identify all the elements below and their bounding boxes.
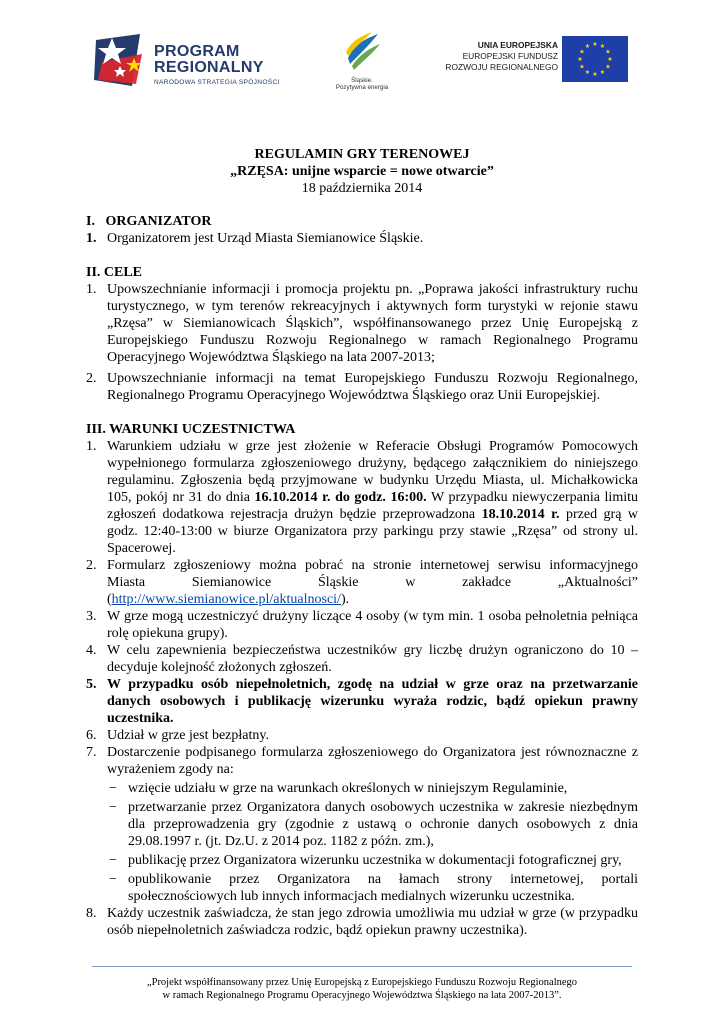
item-number: 2. bbox=[86, 371, 97, 386]
svg-text:★: ★ bbox=[577, 56, 583, 63]
list-item bbox=[86, 281, 638, 366]
consent-text: publikację przez Organizatora wizerunku uczestnika w dokumentacji fotograficznej gry, bbox=[128, 853, 622, 868]
program-line1: PROGRAM bbox=[154, 43, 240, 60]
consent-text: przetwarzanie przez Organizatora danych osobowych uczestnika w zakresie niezbędnym dla przeprowadzenia gry (zgodnie z ustawą o ochronie danych osobowych z dnia 29.08.1997 r. (jt. Dz.U. z 2014 poz. 1182 z późn. zm.), bbox=[128, 800, 638, 849]
list-item bbox=[86, 727, 638, 744]
program-line2: REGIONALNY bbox=[154, 59, 264, 76]
item-text: Udział w grze jest bezpłatny. bbox=[107, 728, 269, 743]
item-text: W celu zapewnienia bezpieczeństwa uczestników gry liczbę drużyn ograniczono do 10 – decyduje kolejność złożonych zgłoszeń. bbox=[107, 643, 638, 675]
consent-list bbox=[86, 780, 638, 905]
slaskie-caption-line2: Pozytywna energia bbox=[335, 84, 389, 91]
organizer-heading: I. ORGANIZATOR bbox=[86, 214, 212, 229]
item-text: Upowszechnianie informacji na temat Europejskiego Funduszu Rozwoju Regionalnego, Regionalnego Programu Operacyjnego Województwa Śląskiego oraz Unii Europejskiej. bbox=[107, 371, 638, 403]
extra-registration-date: 18.10.2014 r. bbox=[481, 507, 560, 522]
word: Śląskie bbox=[317, 575, 359, 590]
aktualnosci-link[interactable]: http://www.siemianowice.pl/aktualnosci/ bbox=[111, 592, 341, 607]
list-item bbox=[86, 676, 638, 727]
item-number: 1. bbox=[86, 439, 97, 454]
title-date: 18 października 2014 bbox=[301, 181, 423, 196]
eu-logo bbox=[436, 36, 628, 84]
eu-line3: ROZWOJU REGIONALNEGO bbox=[445, 62, 558, 72]
slaskie-emblem-icon bbox=[340, 28, 384, 72]
svg-text:★: ★ bbox=[607, 56, 613, 63]
item-text: Organizatorem jest Urząd Miasta Siemianowice Śląskie. bbox=[107, 231, 424, 246]
eu-line2: EUROPEJSKI FUNDUSZ bbox=[462, 51, 558, 61]
word: zakładce bbox=[462, 575, 512, 590]
dash-bullet: − bbox=[109, 781, 117, 796]
footer-line2: w ramach Regionalnego Programu Operacyjnego Województwa Śląskiego na lata 2007-2013”. bbox=[162, 990, 562, 1001]
consent-item bbox=[107, 871, 638, 905]
paren-open: ( bbox=[107, 592, 112, 607]
page-header bbox=[0, 28, 724, 100]
slaskie-caption-line1: Śląskie. bbox=[351, 77, 373, 84]
slaskie-logo bbox=[330, 28, 394, 94]
item-text: W przypadku niewyczerpania limitu zgłoszeń dodatkowa rejestracja drużyn będzie przeprowadzona bbox=[107, 490, 638, 522]
svg-text:★: ★ bbox=[579, 48, 585, 56]
item-number: 4. bbox=[86, 643, 97, 658]
program-regionalny-emblem-icon bbox=[92, 32, 150, 90]
item-text: przed grą w godz. 12:40-13:00 w biurze Organizatora przy parkingu przy stawie „Rzęsa” od strony ul. Spacerowej. bbox=[107, 507, 638, 556]
consent-item bbox=[107, 780, 638, 797]
svg-text:★: ★ bbox=[584, 69, 591, 76]
svg-text:★: ★ bbox=[579, 63, 585, 71]
list-item bbox=[86, 557, 638, 608]
paren-close: ). bbox=[340, 592, 350, 607]
item-text: Upowszechnianie informacji i promocja projektu pn. „Poprawa jakości infrastruktury ruchu turystycznego, w tym terenów rekreacyjnych i aktywnych form turystyki w rejonie stawu „Rzęsa” w Siemianowicach Śląskich”, współfinansowanego przez Unię Europejską z Europejskiego Funduszu Rozwoju Regionalnego w ramach Regionalnego Programu Operacyjnego Województwa Śląskiego na lata 2007-2013; bbox=[107, 282, 638, 365]
item-number: 7. bbox=[86, 745, 97, 760]
word: w bbox=[405, 575, 416, 590]
item-text: W grze mogą uczestniczyć drużyny liczące 4 osoby (w tym min. 1 osoba pełnoletnia pełniąca rolę opiekuna grupy). bbox=[107, 609, 638, 641]
item-number: 1. bbox=[86, 231, 97, 246]
list-item bbox=[86, 438, 638, 557]
item-text: W przypadku osób niepełnoletnich, zgodę na udział w grze oraz na przetwarzanie danych osobowych i publikację wizerunku wyraża rodzic, bądź opiekun prawny uczestnika. bbox=[107, 677, 638, 726]
eu-line1: UNIA EUROPEJSKA bbox=[477, 40, 558, 50]
list-item bbox=[86, 905, 638, 939]
word: „Aktualności” bbox=[557, 575, 638, 590]
consent-item bbox=[107, 799, 638, 850]
section-conditions bbox=[86, 421, 638, 939]
document-body bbox=[86, 146, 638, 939]
list-item bbox=[86, 744, 638, 778]
footer-line1: „Projekt współfinansowany przez Unię Europejską z Europejskiego Funduszu Rozwoju Regionalnego bbox=[146, 977, 578, 988]
title-line2: „RZĘSA: unijne wsparcie = nowe otwarcie” bbox=[230, 164, 494, 179]
item-number: 6. bbox=[86, 728, 97, 743]
svg-text:★: ★ bbox=[592, 71, 598, 78]
document-title bbox=[86, 146, 638, 197]
deadline-date: 16.10.2014 r. do godz. 16:00. bbox=[254, 490, 427, 505]
dash-bullet: − bbox=[109, 853, 117, 868]
goals-heading: II. CELE bbox=[86, 265, 143, 280]
svg-text:★: ★ bbox=[599, 69, 606, 76]
eu-flag-icon bbox=[562, 36, 628, 82]
page-footer bbox=[86, 976, 638, 1002]
consent-text: wzięcie udziału w grze na warunkach określonych w niniejszym Regulaminie, bbox=[128, 781, 568, 796]
consent-text: opublikowanie przez Organizatora na łamach strony internetowej, portali społecznościowych lub innych informacjach medialnych wizerunku uczestnika. bbox=[128, 872, 638, 904]
item-number: 2. bbox=[86, 558, 97, 573]
section-organizer bbox=[86, 213, 638, 247]
svg-text:★: ★ bbox=[605, 48, 611, 56]
link-line bbox=[107, 591, 638, 608]
conditions-heading: III. WARUNKI UCZESTNICTWA bbox=[86, 422, 296, 437]
list-item bbox=[86, 370, 638, 404]
section-goals bbox=[86, 264, 638, 404]
program-regionalny-logo bbox=[92, 32, 312, 92]
dash-bullet: − bbox=[109, 800, 117, 815]
program-subtitle: NARODOWA STRATEGIA SPÓJNOŚCI bbox=[154, 79, 280, 86]
svg-text:★: ★ bbox=[605, 63, 611, 71]
item-number: 8. bbox=[86, 906, 97, 921]
word: Siemianowice bbox=[191, 575, 272, 590]
item-text: Każdy uczestnik zaświadcza, że stan jego zdrowia umożliwia mu udział w grze (w przypadku osób niepełnoletnich zaświadcza rodzic, bądź opiekun prawny uczestnika). bbox=[107, 906, 638, 938]
list-item bbox=[86, 608, 638, 642]
item-number: 1. bbox=[86, 282, 97, 297]
item-text: Warunkiem udziału w grze jest złożenie w Referacie Obsługi Programów Pomocowych wypełnionego formularza zgłoszeniowego drużyny, będącego załącznikiem do niniejszego regulaminu. Zgłoszenia będą przyjmowane w budynku Urzędu Miasta, ul. Michałkowicka 105, pokój nr 31 do dnia bbox=[107, 439, 638, 505]
title-line1: REGULAMIN GRY TERENOWEJ bbox=[254, 147, 470, 162]
svg-text:★: ★ bbox=[584, 43, 591, 50]
item-text: Dostarczenie podpisanego formularza zgłoszeniowego do Organizatora jest równoznaczne z wyrażeniem zgody na: bbox=[107, 745, 638, 777]
item-text: Formularz zgłoszeniowy można pobrać na stronie internetowej serwisu informacyjnego bbox=[107, 558, 638, 573]
dash-bullet: − bbox=[109, 872, 117, 887]
spread-line bbox=[107, 574, 638, 591]
list-item bbox=[86, 642, 638, 676]
svg-text:★: ★ bbox=[599, 43, 606, 50]
word: Miasta bbox=[107, 575, 146, 590]
item-number: 3. bbox=[86, 609, 97, 624]
consent-item bbox=[107, 852, 638, 869]
svg-text:★: ★ bbox=[592, 41, 598, 48]
footer-divider bbox=[92, 966, 632, 967]
item-number: 5. bbox=[86, 677, 97, 692]
list-item bbox=[86, 230, 638, 247]
